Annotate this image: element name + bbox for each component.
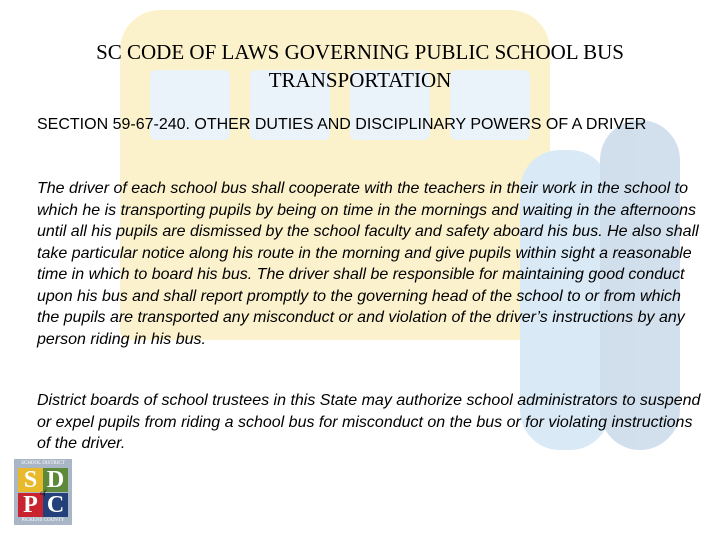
slide-title: SC CODE OF LAWS GOVERNING PUBLIC SCHOOL BUS TRANSPORTATION: [96, 40, 624, 92]
sdpc-logo: SCHOOL DISTRICT S D P C of PICKENS COUNTY: [14, 459, 72, 525]
paragraph-driver-duties: The driver of each school bus shall cooperate with the teachers in their work in the school to which he is transporting pupils by being on time in the mornings and waiting in the afternoons until all his pupils are dismissed by the school faculty and safety aboard his bus. He also shall take particular notice along his route in the morning and give pupils within sight a reasonable time in which to board his bus. The driver shall be responsible for maintaining good conduct upon his bus and shall report promptly to the governing head of the school to or from which the pupils are transported any misconduct or and violation of the driver’s instructions by any person riding in his bus.: [37, 180, 699, 348]
paragraph-district-boards: District boards of school trustees in this State may authorize school administrators to suspend or expel pupils from riding a school bus for misconduct on the bus or for violating instructions of the driver.: [37, 392, 701, 452]
section-heading: SECTION 59-67-240. OTHER DUTIES AND DISCIPLINARY POWERS OF A DRIVER: [37, 116, 647, 133]
